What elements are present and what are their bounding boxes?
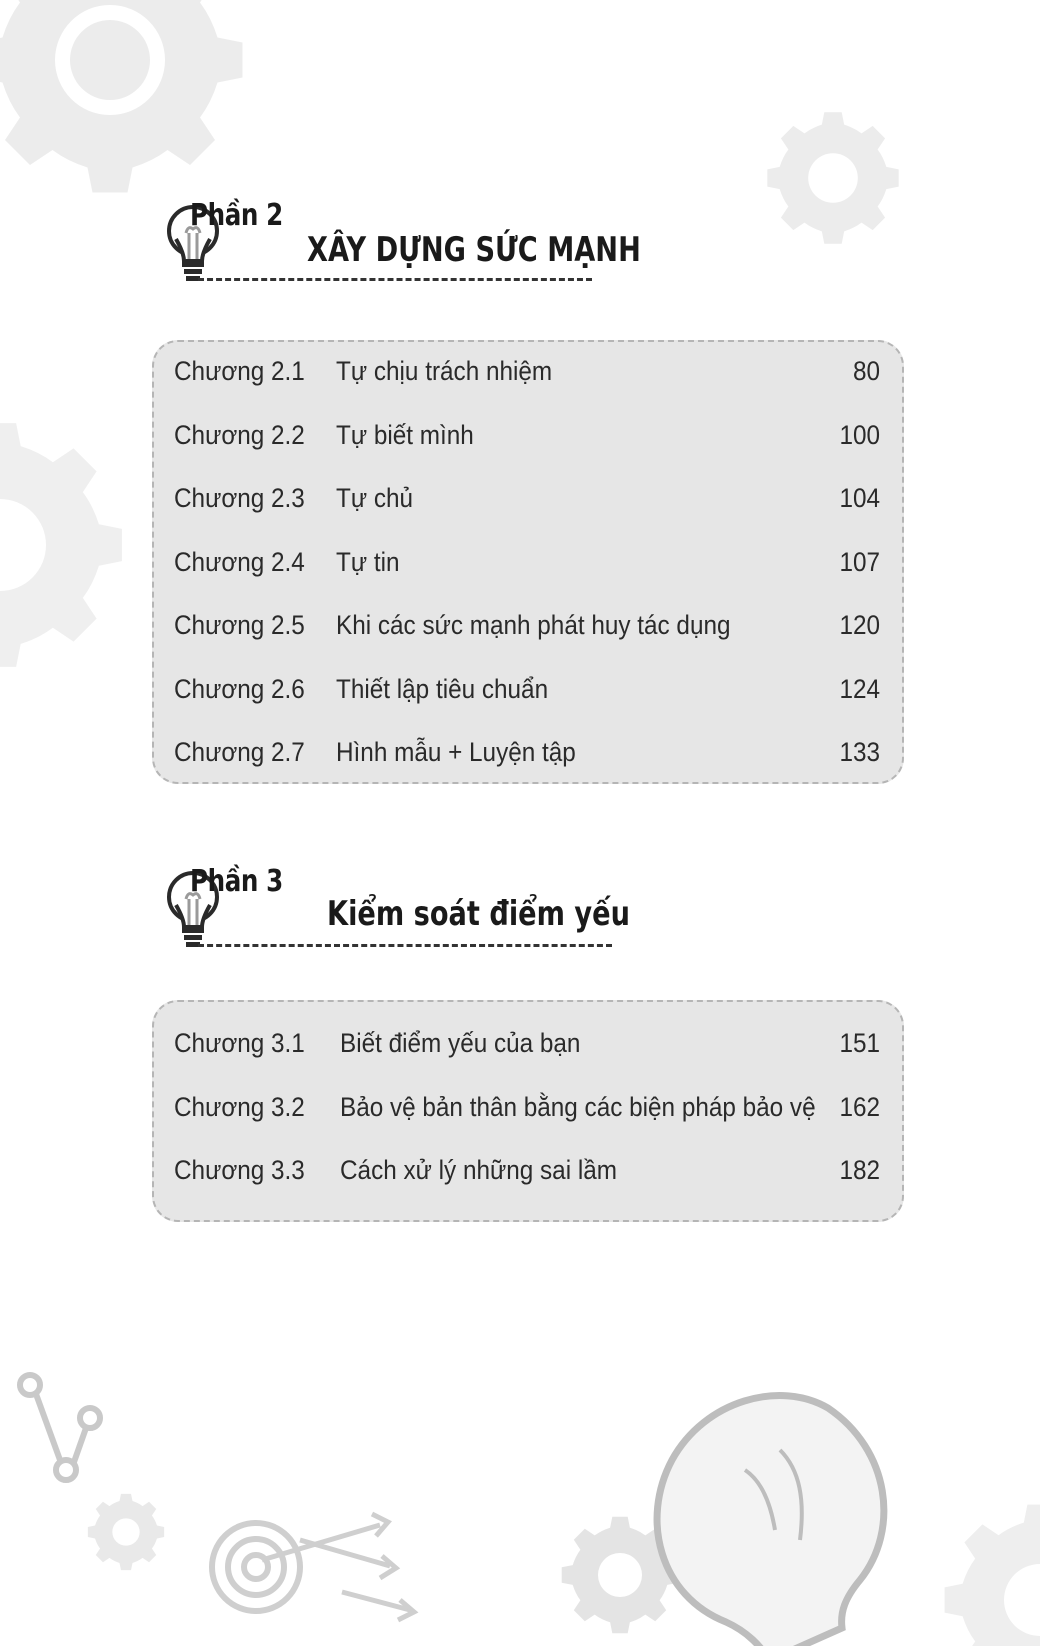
chapter-number: Chương 3.1: [174, 1028, 305, 1058]
part-title: XÂY DỰNG SỨC MẠNH: [307, 230, 641, 270]
toc-row[interactable]: [154, 610, 902, 650]
toc-box-part-2: [152, 340, 904, 784]
page-number: 162: [839, 1092, 880, 1122]
chapter-number: Chương 3.3: [174, 1155, 305, 1185]
part-label: Phần 2: [190, 198, 283, 233]
gear-icon: [0, 423, 122, 667]
chapter-title: Cách xử lý những sai lầm: [340, 1155, 618, 1185]
page-number: 124: [839, 674, 880, 704]
gear-icon: [0, 0, 243, 193]
toc-row[interactable]: [154, 674, 902, 714]
chapter-number: Chương 2.4: [174, 547, 305, 577]
toc-row[interactable]: [154, 483, 902, 523]
chapter-title: Khi các sức mạnh phát huy tác dụng: [336, 610, 731, 640]
chapter-number: Chương 2.5: [174, 610, 305, 640]
chapter-title: Biết điểm yếu của bạn: [340, 1028, 581, 1058]
gear-icon: [88, 1494, 164, 1570]
page-number: 80: [852, 356, 880, 386]
chapter-number: Chương 3.2: [174, 1092, 305, 1122]
chapter-number: Chương 2.3: [174, 483, 305, 513]
toc-row[interactable]: [154, 1028, 902, 1068]
page-number: 100: [839, 420, 880, 450]
page-number: 151: [839, 1028, 880, 1058]
toc-row[interactable]: [154, 420, 902, 460]
chapter-title: Bảo vệ bản thân bằng các biện pháp bảo vệ: [340, 1092, 816, 1122]
chapter-title: Hình mẫu + Luyện tập: [336, 737, 576, 767]
divider: [198, 944, 612, 947]
share-nodes-icon: [20, 1375, 100, 1480]
toc-row[interactable]: [154, 737, 902, 777]
part-label: Phần 3: [190, 864, 283, 899]
toc-row[interactable]: [154, 356, 902, 396]
chapter-number: Chương 2.1: [174, 356, 305, 386]
chapter-title: Tự tin: [336, 547, 400, 577]
page-number: 107: [839, 547, 880, 577]
chapter-title: Thiết lập tiêu chuẩn: [336, 674, 549, 704]
chapter-number: Chương 2.2: [174, 420, 305, 450]
toc-box-part-3: [152, 1000, 904, 1222]
toc-row[interactable]: [154, 547, 902, 587]
target-icon: [212, 1523, 300, 1611]
gear-icon: [945, 1505, 1040, 1646]
chapter-title: Tự chủ: [336, 483, 414, 513]
lightbulb-icon: [657, 1396, 884, 1646]
chapter-number: Chương 2.6: [174, 674, 305, 704]
chapter-title: Tự chịu trách nhiệm: [336, 356, 553, 386]
page-number: 120: [839, 610, 880, 640]
toc-row[interactable]: [154, 1092, 902, 1132]
divider: [198, 278, 592, 281]
toc-row[interactable]: [154, 1155, 902, 1195]
chapter-number: Chương 2.7: [174, 737, 305, 767]
part-title: Kiểm soát điểm yếu: [327, 894, 630, 934]
page-number: 104: [839, 483, 880, 513]
page-number: 133: [839, 737, 880, 767]
gear-icon: [767, 112, 898, 243]
page-number: 182: [839, 1155, 880, 1185]
chapter-title: Tự biết mình: [336, 420, 474, 450]
